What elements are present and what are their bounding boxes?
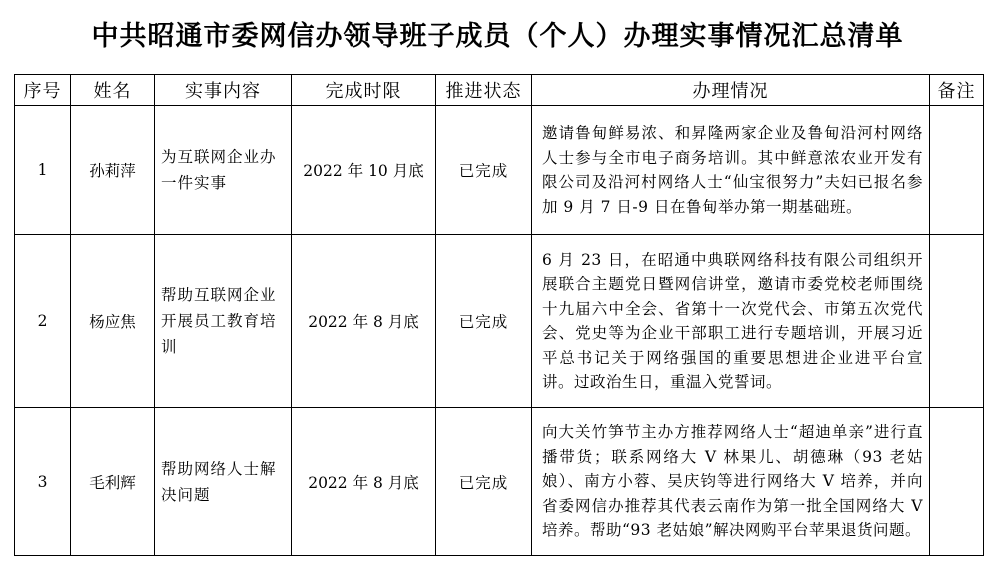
- table-row: [15, 106, 984, 235]
- cell-remark: [930, 106, 984, 235]
- cell-name: 杨应焦: [71, 235, 155, 408]
- cell-deadline: 2022 年 8 月底: [292, 235, 436, 408]
- cell-index: 1: [15, 106, 71, 235]
- cell-detail: 向大关竹笋节主办方推荐网络人士“超迪单亲”进行直播带货；联系网络大 V 林果儿、胡德琳（93 老姑娘）、南方小蓉、吴庆钧等进行网络大 V 培养，并向省委网信办推荐其代表云南作为第一批全国网络大 V 培养。帮助“93 老姑娘”解决网购平台苹果退货问题。: [532, 408, 930, 556]
- cell-remark: [930, 408, 984, 556]
- cell-name: 孙莉萍: [71, 106, 155, 235]
- table-row: [15, 408, 984, 556]
- cell-task: 为互联网企业办一件实事: [155, 106, 292, 235]
- cell-status: 已完成: [436, 408, 532, 556]
- header-status: 推进状态: [436, 75, 532, 106]
- cell-index: 3: [15, 408, 71, 556]
- header-deadline: 完成时限: [292, 75, 436, 106]
- cell-detail: 6 月 23 日，在昭通中典联网络科技有限公司组织开展联合主题党日暨网信讲堂，邀请市委党校老师围绕十九届六中全会、省第十一次党代会、市第五次党代会、党史等为企业干部职工进行专题培训，开展习近平总书记关于网络强国的重要思想进企业进平台宣讲。过政治生日，重温入党誓词。: [532, 235, 930, 408]
- summary-table: [14, 74, 984, 556]
- header-detail: 办理情况: [532, 75, 930, 106]
- cell-remark: [930, 235, 984, 408]
- cell-task: 帮助互联网企业开展员工教育培训: [155, 235, 292, 408]
- cell-status: 已完成: [436, 106, 532, 235]
- cell-status: 已完成: [436, 235, 532, 408]
- cell-deadline: 2022 年 8 月底: [292, 408, 436, 556]
- table-header-row: [15, 75, 984, 106]
- cell-detail: 邀请鲁甸鲜易浓、和昇隆两家企业及鲁甸沿河村网络人士参与全市电子商务培训。其中鲜意浓农业开发有限公司及沿河村网络人士“仙宝很努力”夫妇已报名参加 9 月 7 日-9 日在鲁甸举办第一期基础班。: [532, 106, 930, 235]
- header-name: 姓名: [71, 75, 155, 106]
- table-row: [15, 235, 984, 408]
- header-index: 序号: [15, 75, 71, 106]
- cell-deadline: 2022 年 10 月底: [292, 106, 436, 235]
- cell-task: 帮助网络人士解决问题: [155, 408, 292, 556]
- header-remark: 备注: [930, 75, 984, 106]
- cell-index: 2: [15, 235, 71, 408]
- cell-name: 毛利辉: [71, 408, 155, 556]
- header-task: 实事内容: [155, 75, 292, 106]
- page-title: 中共昭通市委网信办领导班子成员（个人）办理实事情况汇总清单: [91, 21, 904, 52]
